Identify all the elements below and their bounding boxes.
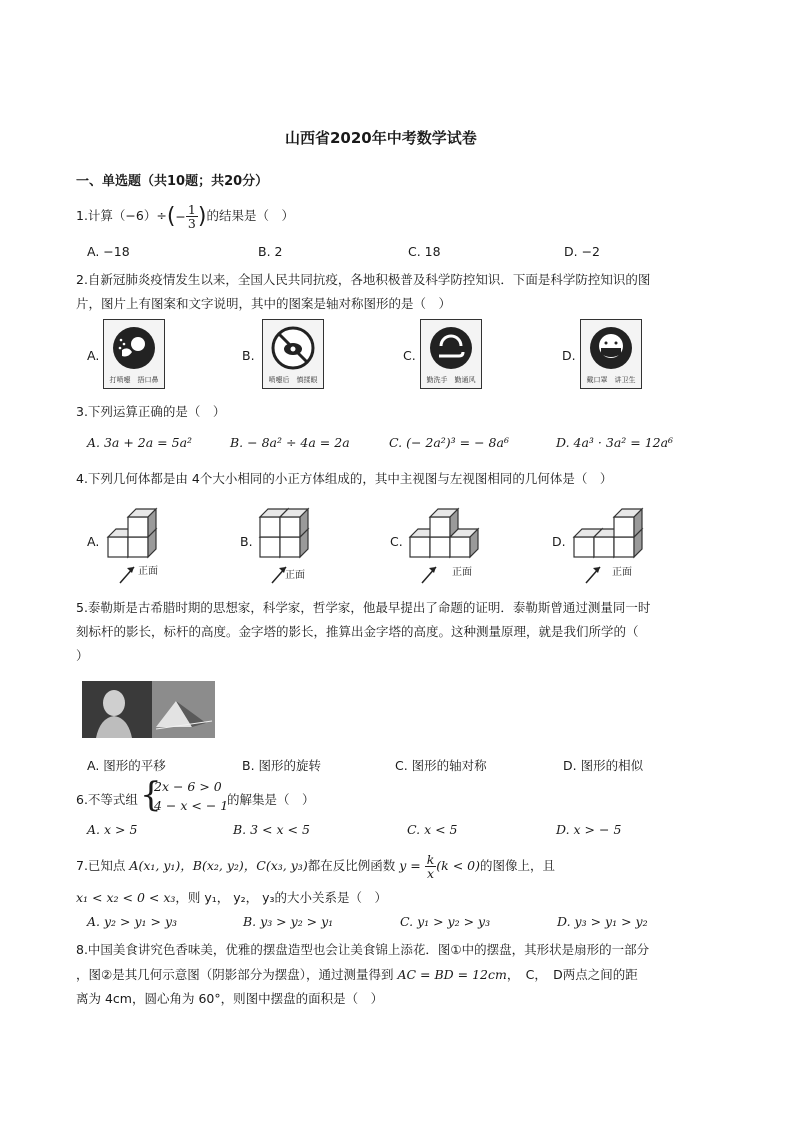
q4-option-d-letter[interactable]: D. bbox=[552, 534, 566, 549]
q4-option-a-letter[interactable]: A. bbox=[87, 534, 100, 549]
section-heading: 一、单选题（共10题；共20分） bbox=[76, 174, 269, 189]
question-8-line2 bbox=[76, 965, 638, 983]
q1-prefix: 1.计算（−6）÷ bbox=[76, 208, 167, 224]
cube-front-face bbox=[430, 517, 450, 537]
question-8-line3: 离为 4cm，圆心角为 60°，则图中摆盘的面积是（ ） bbox=[76, 991, 384, 1006]
question-5-line2: 刻标杆的影长，标杆的高度。金字塔的影长，推算出金字塔的高度。这种测量原理，就是我们所学的（ bbox=[76, 624, 639, 639]
q6-option-b[interactable]: B. 3 < x < 5 bbox=[233, 822, 310, 837]
q4-option-c-letter[interactable]: C. bbox=[390, 534, 403, 549]
q6-prefix: 6.不等式组 bbox=[76, 792, 138, 807]
q6-option-d[interactable]: D. x > − 5 bbox=[556, 822, 622, 837]
question-2-line1: 2.自新冠肺炎疫情发生以来，全国人民共同抗疫，各地积极普及科学防控知识．下面是科学防控知识的图 bbox=[76, 272, 651, 287]
cube-front-face bbox=[614, 537, 634, 557]
q7-x-condition: x₁ < x₂ < 0 < x₃ bbox=[76, 890, 176, 905]
question-4-stem: 4.下列几何体都是由 4个大小相同的小正方体组成的，其中主视图与左视图相同的几何体是（ ） bbox=[76, 471, 613, 486]
q7-option-c[interactable]: C. y₁ > y₂ > y₃ bbox=[400, 914, 491, 929]
q7-mid: 都在反比例函数 bbox=[307, 858, 396, 874]
question-5-line1: 5.泰勒斯是古希腊时期的思想家，科学家，哲学家，他最早提出了命题的证明．泰勒斯曾通过测量同一时 bbox=[76, 600, 651, 615]
question-8-line1: 8.中国美食讲究色香味美，优雅的摆盘造型也会让美食锦上添花．图①中的摆盘，其形状是扇形的一部分 bbox=[76, 942, 650, 957]
thales-pyramid-illustration bbox=[82, 681, 215, 738]
q3-option-a[interactable]: A. 3a + 2a = 5a² bbox=[87, 435, 193, 450]
q6-option-c[interactable]: C. x < 5 bbox=[407, 822, 458, 837]
q8-line2c: ， C， D两点之间的距 bbox=[506, 967, 638, 982]
q3-option-b[interactable]: B. − 8a² ÷ 4a = 2a bbox=[230, 435, 350, 450]
q2-sign-a[interactable] bbox=[103, 319, 165, 389]
cube-front-face bbox=[450, 537, 470, 557]
q2-caption-d: 戴口罩 讲卫生 bbox=[586, 376, 636, 384]
q4-front-label-c: 正面 bbox=[452, 567, 472, 578]
question-3-stem: 3.下列运算正确的是（ ） bbox=[76, 404, 226, 419]
thales-pyramid-photo bbox=[82, 681, 215, 738]
q4-front-label-b: 正面 bbox=[285, 570, 305, 581]
q3-option-c[interactable]: C. (− 2a²)³ = − 8a⁶ bbox=[389, 435, 509, 450]
q6-inequality-1: 2x − 6 > 0 bbox=[154, 779, 222, 794]
cube-front-face bbox=[280, 517, 300, 537]
q4-front-label-d: 正面 bbox=[612, 567, 632, 578]
q7-points: A(x₁, y₁)，B(x₂, y₂)，C(x₃, y₃) bbox=[129, 858, 308, 874]
q1-suffix: 的结果是（ ） bbox=[206, 208, 294, 224]
q2-sign-c[interactable] bbox=[420, 319, 482, 389]
q1-option-a[interactable]: A. −18 bbox=[87, 244, 130, 259]
q1-option-b[interactable]: B. 2 bbox=[258, 244, 283, 259]
q7-fraction: $\frac{k}{x}$ bbox=[426, 852, 435, 882]
question-2-line2: 片，图片上有图案和文字说明，其中的图案是轴对称图形的是（ ） bbox=[76, 296, 452, 311]
q1-option-d[interactable]: D. −2 bbox=[564, 244, 600, 259]
q2-sign-b[interactable] bbox=[262, 319, 324, 389]
q3-option-d[interactable]: D. 4a³ · 3a² = 12a⁶ bbox=[556, 435, 674, 450]
question-1-stem: 1.计算（−6）÷(− $\frac{1}{3}$ )的结果是（ ） bbox=[76, 202, 294, 232]
q7-option-d[interactable]: D. y₃ > y₁ > y₂ bbox=[557, 914, 648, 929]
q7-func-lhs: y = bbox=[399, 858, 421, 874]
q4-front-label-a: 正面 bbox=[138, 566, 158, 577]
q2-option-d-letter[interactable]: D. bbox=[562, 348, 576, 363]
q4-option-b-letter[interactable]: B. bbox=[240, 534, 253, 549]
q5-option-a[interactable]: A. 图形的平移 bbox=[87, 758, 166, 773]
q7-prefix: 7.已知点 bbox=[76, 858, 126, 874]
cube-front-face bbox=[260, 537, 280, 557]
q2-sign-d[interactable] bbox=[580, 319, 642, 389]
q2-caption-c: 勤洗手 勤通风 bbox=[426, 376, 476, 384]
cube-front-face bbox=[430, 537, 450, 557]
cube-front-face bbox=[614, 517, 634, 537]
q6-suffix: 的解集是（ ） bbox=[227, 792, 315, 807]
page-title: 山西省2020年中考数学试卷 bbox=[285, 129, 477, 147]
cube-front-face bbox=[574, 537, 594, 557]
cube-front-face bbox=[594, 537, 614, 557]
q7-option-a[interactable]: A. y₂ > y₁ > y₃ bbox=[87, 914, 178, 929]
cube-front-face bbox=[280, 537, 300, 557]
q1-option-c[interactable]: C. 18 bbox=[408, 244, 441, 259]
q5-option-d[interactable]: D. 图形的相似 bbox=[563, 758, 644, 773]
q7-condition: (k < 0) bbox=[436, 858, 480, 874]
question-5-line3: ） bbox=[76, 648, 89, 663]
q6-brace: { bbox=[140, 775, 162, 815]
q5-option-b[interactable]: B. 图形的旋转 bbox=[242, 758, 322, 773]
q8-line2a: ，图②是其几何示意图（阴影部分为摆盘），通过测量得到 bbox=[76, 967, 394, 982]
cube-front-face bbox=[260, 517, 280, 537]
q2-caption-b: 喷嚏后 慎揉眼 bbox=[268, 376, 318, 384]
q2-option-a-letter[interactable]: A. bbox=[87, 348, 100, 363]
q7-option-b[interactable]: B. y₃ > y₂ > y₁ bbox=[243, 914, 334, 929]
q6-inequality-2: 4 − x < − 1 bbox=[154, 798, 229, 813]
question-7-line2 bbox=[76, 888, 387, 906]
cube-front-face bbox=[108, 537, 128, 557]
q8-measure: AC = BD = 12cm bbox=[397, 967, 507, 982]
cube-front-face bbox=[128, 537, 148, 557]
q5-option-c[interactable]: C. 图形的轴对称 bbox=[395, 758, 487, 773]
cube-front-face bbox=[128, 517, 148, 537]
q1-fraction: $\frac{1}{3}$ bbox=[187, 202, 196, 232]
q6-option-a[interactable]: A. x > 5 bbox=[87, 822, 138, 837]
q2-option-b-letter[interactable]: B. bbox=[242, 348, 255, 363]
question-7-line1 bbox=[76, 853, 555, 880]
q2-caption-a: 打喷嚏 捂口鼻 bbox=[109, 376, 159, 384]
q7-suffix: 的图像上，且 bbox=[479, 858, 555, 874]
cube-front-face bbox=[410, 537, 430, 557]
q7-line2-text: ，则 y₁， y₂， y₃的大小关系是（ ） bbox=[175, 890, 388, 905]
q2-option-c-letter[interactable]: C. bbox=[403, 348, 416, 363]
